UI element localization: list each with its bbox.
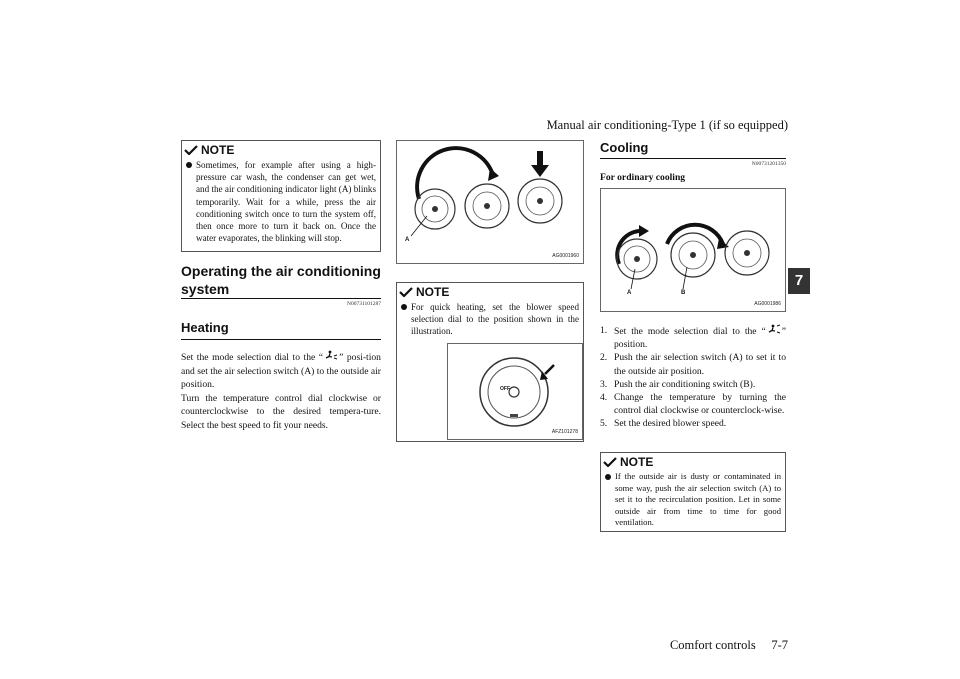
subsection-rule — [181, 339, 381, 340]
figure-heating-dials — [396, 140, 584, 264]
note-box-recirculation — [600, 452, 786, 532]
figure-code: AG0001986 — [754, 301, 781, 307]
note-text: If the outside air is dusty or contaminated in some way, push the air selection switch (A) to set it to the recirculation position. Let in some outside air from time to time for good ventilation. — [601, 471, 785, 529]
bullet-icon — [401, 304, 407, 310]
page-header: Manual air conditioning-Type 1 (if so equipped) — [546, 118, 788, 132]
cooling-steps — [600, 324, 786, 431]
face-floor-vent-icon — [766, 324, 782, 334]
callout-label-b: B — [681, 290, 686, 296]
section-title-operating: Operating the air conditioning system — [181, 263, 381, 297]
figure-code: AFZ101278 — [551, 429, 578, 435]
bullet-icon — [186, 162, 192, 168]
subheading-ordinary-cooling: For ordinary cooling — [600, 172, 686, 183]
page-footer — [670, 638, 788, 653]
checkmark-icon — [184, 145, 198, 155]
section-rule — [600, 158, 786, 159]
checkmark-icon — [399, 287, 413, 297]
off-label: OFF — [500, 386, 510, 392]
note-text: For quick heating, set the blower speed selection dial to the position shown in the illustration. — [397, 301, 583, 338]
section-rule — [181, 298, 381, 299]
heating-instructions: Set the mode selection dial to the “ ” posi-tion and set the air selection switch (A) to the outside air position. Turn the temperature control dial clockwise or counterclockwise to the desired tempera-ture. Select the best speed to fit your needs. — [181, 352, 381, 431]
chapter-tab: 7 — [788, 268, 810, 294]
floor-vent-icon — [323, 350, 339, 360]
footer-section: Comfort controls — [669, 638, 756, 652]
note-heading: NOTE — [399, 285, 583, 299]
figure-cooling-dials — [600, 188, 786, 312]
callout-label-a: A — [405, 237, 410, 243]
section-code: N00731201350 — [751, 161, 786, 167]
step-item: 2. Push the air selection switch (A) to set it to the outside air position. — [600, 352, 786, 377]
section-code: N00731101287 — [346, 301, 381, 307]
bullet-icon — [605, 474, 611, 480]
subsection-title-heating: Heating — [181, 320, 229, 335]
heating-paragraph-2: Turn the temperature control dial clockwise or counterclockwise to the desired tempera-ture. Select the best speed to fit your needs. — [181, 392, 381, 431]
figure-blower-dial — [447, 343, 583, 440]
note-box-quick-heating — [396, 282, 584, 442]
step-item: 5. Set the desired blower speed. — [600, 418, 727, 430]
footer-page-number: 7-7 — [771, 638, 788, 652]
note-heading: NOTE — [184, 143, 380, 157]
step-item: 4. Change the temperature by turning the control dial clockwise or counterclock-wise. — [600, 392, 786, 417]
blower-dial-illustration — [448, 344, 582, 439]
ac-panel-illustration — [397, 141, 583, 263]
note-box-condenser — [181, 140, 381, 252]
section-title-cooling: Cooling — [600, 140, 649, 155]
step-item: 1. Set the mode selection dial to the “ ” position. — [600, 325, 786, 351]
note-heading: NOTE — [603, 455, 785, 469]
checkmark-icon — [603, 457, 617, 467]
note-text: Sometimes, for example after using a high-pressure car wash, the condenser can get wet, and the air conditioning indicator light (A) blinks temporarily. Wait for a while, press the air conditioning switch once to turn the system off, then once more to turn it back on. Once the water evaporates, the blinking will stop. — [182, 159, 380, 244]
callout-label-a: A — [627, 290, 632, 296]
figure-code: AG0001960 — [552, 253, 579, 259]
step-item: 3. Push the air conditioning switch (B). — [600, 378, 756, 390]
